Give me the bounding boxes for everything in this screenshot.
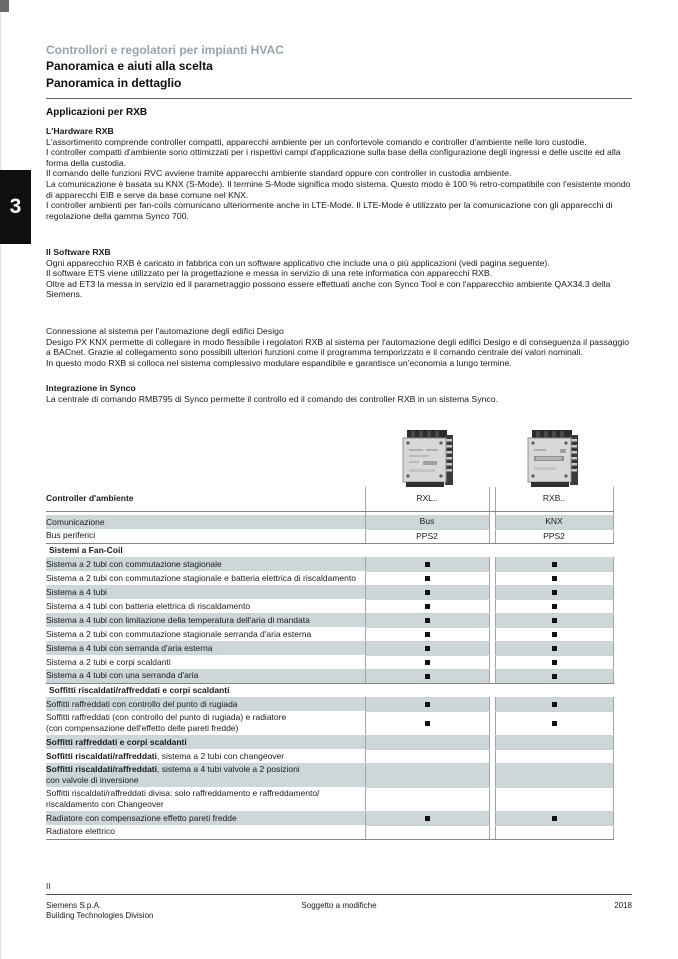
- table-row: [46, 763, 613, 787]
- paragraph: Desigo PX KNX permette di collegare in modo flessibile i regolatori RXB al sistema per l'automazione degli edifici Desigo e di conseguenza il passaggio a BACnet. Grazie al collegamento sono possibili ulteriori funzioni come il programma temporizzato e il comando centrale dei valori nominali.: [46, 336, 630, 358]
- footer-notice: Soggetto a modifiche: [301, 901, 377, 910]
- paragraph: Oltre ad ET3 la messa in servizio ed il parametraggio possono essere effettuati anche con Synco Tool e con l'apparecchio ambiente QAX34.3 della Siemens.: [46, 278, 611, 300]
- rxb-cell: [495, 711, 613, 735]
- rxl-cell: [365, 557, 489, 571]
- feature-supported-square: [552, 604, 557, 609]
- column-header-rxb: RXB..: [495, 487, 613, 511]
- rxb-cell: PPS2: [495, 529, 613, 543]
- rxl-cell: [365, 787, 489, 811]
- footer-rule: [46, 894, 632, 895]
- row-label: Sistema a 2 tubi con commutazione stagionale serranda d'aria esterna: [46, 628, 312, 639]
- table-header-label: Controller d'ambiente: [46, 487, 365, 511]
- rxb-cell: [495, 599, 613, 613]
- section-paragraphs: [46, 258, 632, 300]
- paragraph: I controller ambienti per fan-coils comunicano ulteriormente anche in LTE-Mode. Il LTE-Mode è utilizzato per la comunicazione con gli apparecchi di regolazione della gamma Synco 700.: [46, 200, 613, 221]
- rxl-cell: [365, 711, 489, 735]
- table-row: [46, 787, 613, 811]
- rxb-controller-photo: [524, 429, 580, 494]
- rxb-cell: [495, 811, 613, 825]
- row-label-bold-lead: Soffitti riscaldati/raffreddati: [46, 750, 157, 761]
- table-row: [46, 697, 613, 711]
- row-label: Sistema a 4 tubi con una serranda d'aria: [46, 669, 365, 683]
- rxb-cell: [495, 787, 613, 811]
- section-software-rxb: [46, 247, 632, 300]
- table-row: [46, 655, 613, 669]
- row-label: Soffitti raffreddati (con controllo del punto di rugiada) e radiatore (con compensazione dell'effetto delle pareti fredde): [46, 712, 287, 733]
- feature-supported-square: [552, 562, 557, 567]
- row-label: Bus periferici: [46, 529, 365, 543]
- rxl-cell: [365, 825, 489, 839]
- table-row: [46, 641, 613, 655]
- paragraph: Ogni apparecchio RXB è caricato in fabbrica con un software applicativo che include una o più applicazioni (vedi pagina seguente).: [46, 257, 550, 268]
- table-row: [46, 749, 613, 763]
- row-label: Comunicazione: [46, 515, 365, 529]
- row-label-bold-lead: Soffitti riscaldati/raffreddati: [46, 764, 157, 774]
- footer-year: 2018: [614, 901, 632, 910]
- feature-table: [46, 487, 614, 840]
- column-header-rxl: RXL..: [365, 487, 489, 511]
- paragraph: Il comando delle funzioni RVC avviene tramite apparecchi ambiente standard oppure con controller in custodia ambiente.: [46, 168, 512, 179]
- rxl-cell: [365, 585, 489, 599]
- rxb-cell: [495, 585, 613, 599]
- section-heading: L'Hardware RXB: [46, 126, 114, 136]
- page-subtitle: Panoramica in dettaglio: [46, 75, 182, 90]
- row-label: Sistema a 4 tubi con batteria elettrica di riscaldamento: [46, 600, 251, 611]
- table-row: [46, 571, 613, 585]
- rxb-cell: [495, 557, 613, 571]
- footer-division: Building Technologies Division: [46, 911, 154, 920]
- chapter-tab: 3: [0, 170, 31, 244]
- rxl-cell: [365, 655, 489, 669]
- table-row: [46, 529, 613, 543]
- feature-supported-square: [552, 646, 557, 651]
- section-paragraphs: [46, 337, 632, 369]
- feature-supported-square: [552, 816, 557, 821]
- document-suptitle: Controllori e regolatori per impianti HVAC: [46, 43, 284, 57]
- table-row: [46, 515, 613, 529]
- feature-supported-square: [425, 632, 430, 637]
- feature-supported-square: [552, 674, 557, 679]
- rxl-cell: [365, 735, 489, 749]
- feature-supported-square: [425, 702, 430, 707]
- paragraph: La centrale di comando RMB795 di Synco permette il controllo ed il comando dei controller RXB in un sistema Synco.: [46, 393, 498, 404]
- table-row: [46, 825, 613, 839]
- row-label: Soffitti raffreddati e corpi scaldanti: [46, 735, 365, 749]
- page-title: Panoramica e aiuti alla scelta: [46, 59, 213, 73]
- table-section-header: [46, 543, 613, 557]
- paragraph: La comunicazione è basata su KNX (S-Mode). Il termine S-Mode significa modo sistema. Questo modo è 100 % retro-compatibile con l'esistente mondo di apparecchi EIB e serve da base comune nel KNX.: [46, 178, 631, 200]
- feature-supported-square: [425, 618, 430, 623]
- rxl-cell: [365, 641, 489, 655]
- rxb-cell: [495, 763, 613, 787]
- page-footer: [46, 882, 632, 921]
- table-row: [46, 613, 613, 627]
- rxb-cell: [495, 655, 613, 669]
- rxb-cell: [495, 627, 613, 641]
- rxl-cell: [365, 613, 489, 627]
- row-label: Soffitti riscaldati/raffreddati, sistema a 2 tubi con changeover: [46, 750, 285, 761]
- feature-supported-square: [425, 576, 430, 581]
- rxb-cell: [495, 825, 613, 839]
- page-header: [46, 42, 632, 118]
- rxb-cell: [495, 613, 613, 627]
- footer-company: Siemens S.p.A.: [46, 901, 102, 910]
- rxl-cell: [365, 599, 489, 613]
- paragraph: I controller compatti d'ambiente sono ottimizzati per i rispettivi campi d'applicazione sulla base della configurazione degli ingressi e delle uscite ed alla forma della custodia.: [46, 147, 621, 168]
- row-label: Radiatore con compensazione effetto pareti fredde: [46, 811, 365, 825]
- rxb-cell: [495, 749, 613, 763]
- section-header-label: Soffitti riscaldati/raffreddati e corpi scaldanti: [46, 683, 613, 697]
- corner-mark: [0, 0, 9, 12]
- rxl-cell: [365, 669, 489, 683]
- rxb-cell: [495, 735, 613, 749]
- feature-supported-square: [425, 590, 430, 595]
- table-row: [46, 811, 613, 825]
- table-header-row: [46, 487, 613, 511]
- row-label: Soffitti riscaldati/raffreddati divisa: solo raffreddamento e raffreddamento/ riscaldamento con Changeover: [46, 788, 320, 809]
- section-synco-integration: [46, 383, 632, 404]
- row-label: Soffitti riscaldati/raffreddati, sistema a 4 tubi valvole a 2 posizioni con valvole di inversione: [46, 763, 365, 787]
- feature-supported-square: [552, 660, 557, 665]
- section-heading: Integrazione in Synco: [46, 383, 136, 393]
- rxl-cell: [365, 697, 489, 711]
- table-row: [46, 735, 613, 749]
- application-matrix: [46, 487, 613, 840]
- feature-supported-square: [425, 674, 430, 679]
- rxb-cell: [495, 641, 613, 655]
- table-row: [46, 557, 613, 571]
- paragraph: L'assortimento comprende controller compatti, apparecchi ambiente per un confortevole comando e controller d'ambiente nelle loro custodie.: [46, 136, 587, 147]
- section-paragraphs: [46, 137, 632, 222]
- section-header-label: Sistemi a Fan-Coil: [46, 543, 613, 557]
- row-label: Sistema a 2 tubi con commutazione stagionale e batteria elettrica di riscaldamento: [46, 572, 356, 583]
- row-label: Radiatore elettrico: [46, 825, 365, 839]
- feature-supported-square: [552, 576, 557, 581]
- page-mark: II: [46, 882, 51, 891]
- product-photos-row: [46, 429, 632, 491]
- feature-supported-square: [552, 632, 557, 637]
- feature-supported-square: [552, 721, 557, 726]
- rxl-cell: Bus: [365, 515, 489, 529]
- table-row: [46, 669, 613, 683]
- feature-supported-square: [425, 604, 430, 609]
- rxl-cell: [365, 571, 489, 585]
- row-label: Sistema a 2 tubi e corpi scaldanti: [46, 656, 171, 667]
- paragraph: In questo modo RXB si colloca nel sistema complessivo modulare espandibile e garantisce un'economia a lungo termine.: [46, 357, 512, 368]
- rxb-cell: KNX: [495, 515, 613, 529]
- rxb-cell: [495, 697, 613, 711]
- table-section-header: [46, 683, 613, 697]
- row-label: Sistema a 4 tubi con limitazione della temperatura dell'aria di mandata: [46, 613, 365, 627]
- feature-supported-square: [552, 618, 557, 623]
- header-rule: [46, 98, 632, 99]
- section-heading: Connessione al sistema per l'automazione degli edifici Desigo: [46, 326, 284, 336]
- feature-supported-square: [425, 721, 430, 726]
- rxb-cell: [495, 669, 613, 683]
- feature-supported-square: [425, 816, 430, 821]
- feature-supported-square: [552, 590, 557, 595]
- feature-supported-square: [552, 702, 557, 707]
- footer-company-block: [46, 901, 153, 921]
- feature-supported-square: [425, 646, 430, 651]
- rxl-cell: [365, 811, 489, 825]
- rxl-cell: [365, 749, 489, 763]
- paragraph: Il software ETS viene utilizzato per la progettazione e messa in servizio di una rete informatica con apparecchi RXB.: [46, 268, 493, 279]
- row-label: Sistema a 4 tubi: [46, 585, 365, 599]
- table-row: [46, 627, 613, 641]
- table-row: [46, 599, 613, 613]
- rxl-cell: PPS2: [365, 529, 489, 543]
- section-heading: Il Software RXB: [46, 247, 111, 257]
- feature-supported-square: [425, 562, 430, 567]
- rxl-cell: [365, 627, 489, 641]
- rxl-controller-photo: [399, 429, 455, 494]
- row-label: Sistema a 4 tubi con serranda d'aria esterna: [46, 641, 365, 655]
- page-edge-line: [0, 0, 1, 959]
- feature-supported-square: [425, 660, 430, 665]
- section-title: Applicazioni per RXB: [46, 107, 148, 118]
- section-paragraphs: [46, 394, 632, 405]
- table-row: [46, 585, 613, 599]
- row-label: Soffitti raffreddati con controllo del punto di rugiada: [46, 697, 365, 711]
- section-desigo-connection: [46, 326, 632, 368]
- table-row: [46, 711, 613, 735]
- rxb-cell: [495, 571, 613, 585]
- rxl-cell: [365, 763, 489, 787]
- section-hardware-rxb: [46, 126, 632, 221]
- row-label: Sistema a 2 tubi con commutazione stagionale: [46, 557, 365, 571]
